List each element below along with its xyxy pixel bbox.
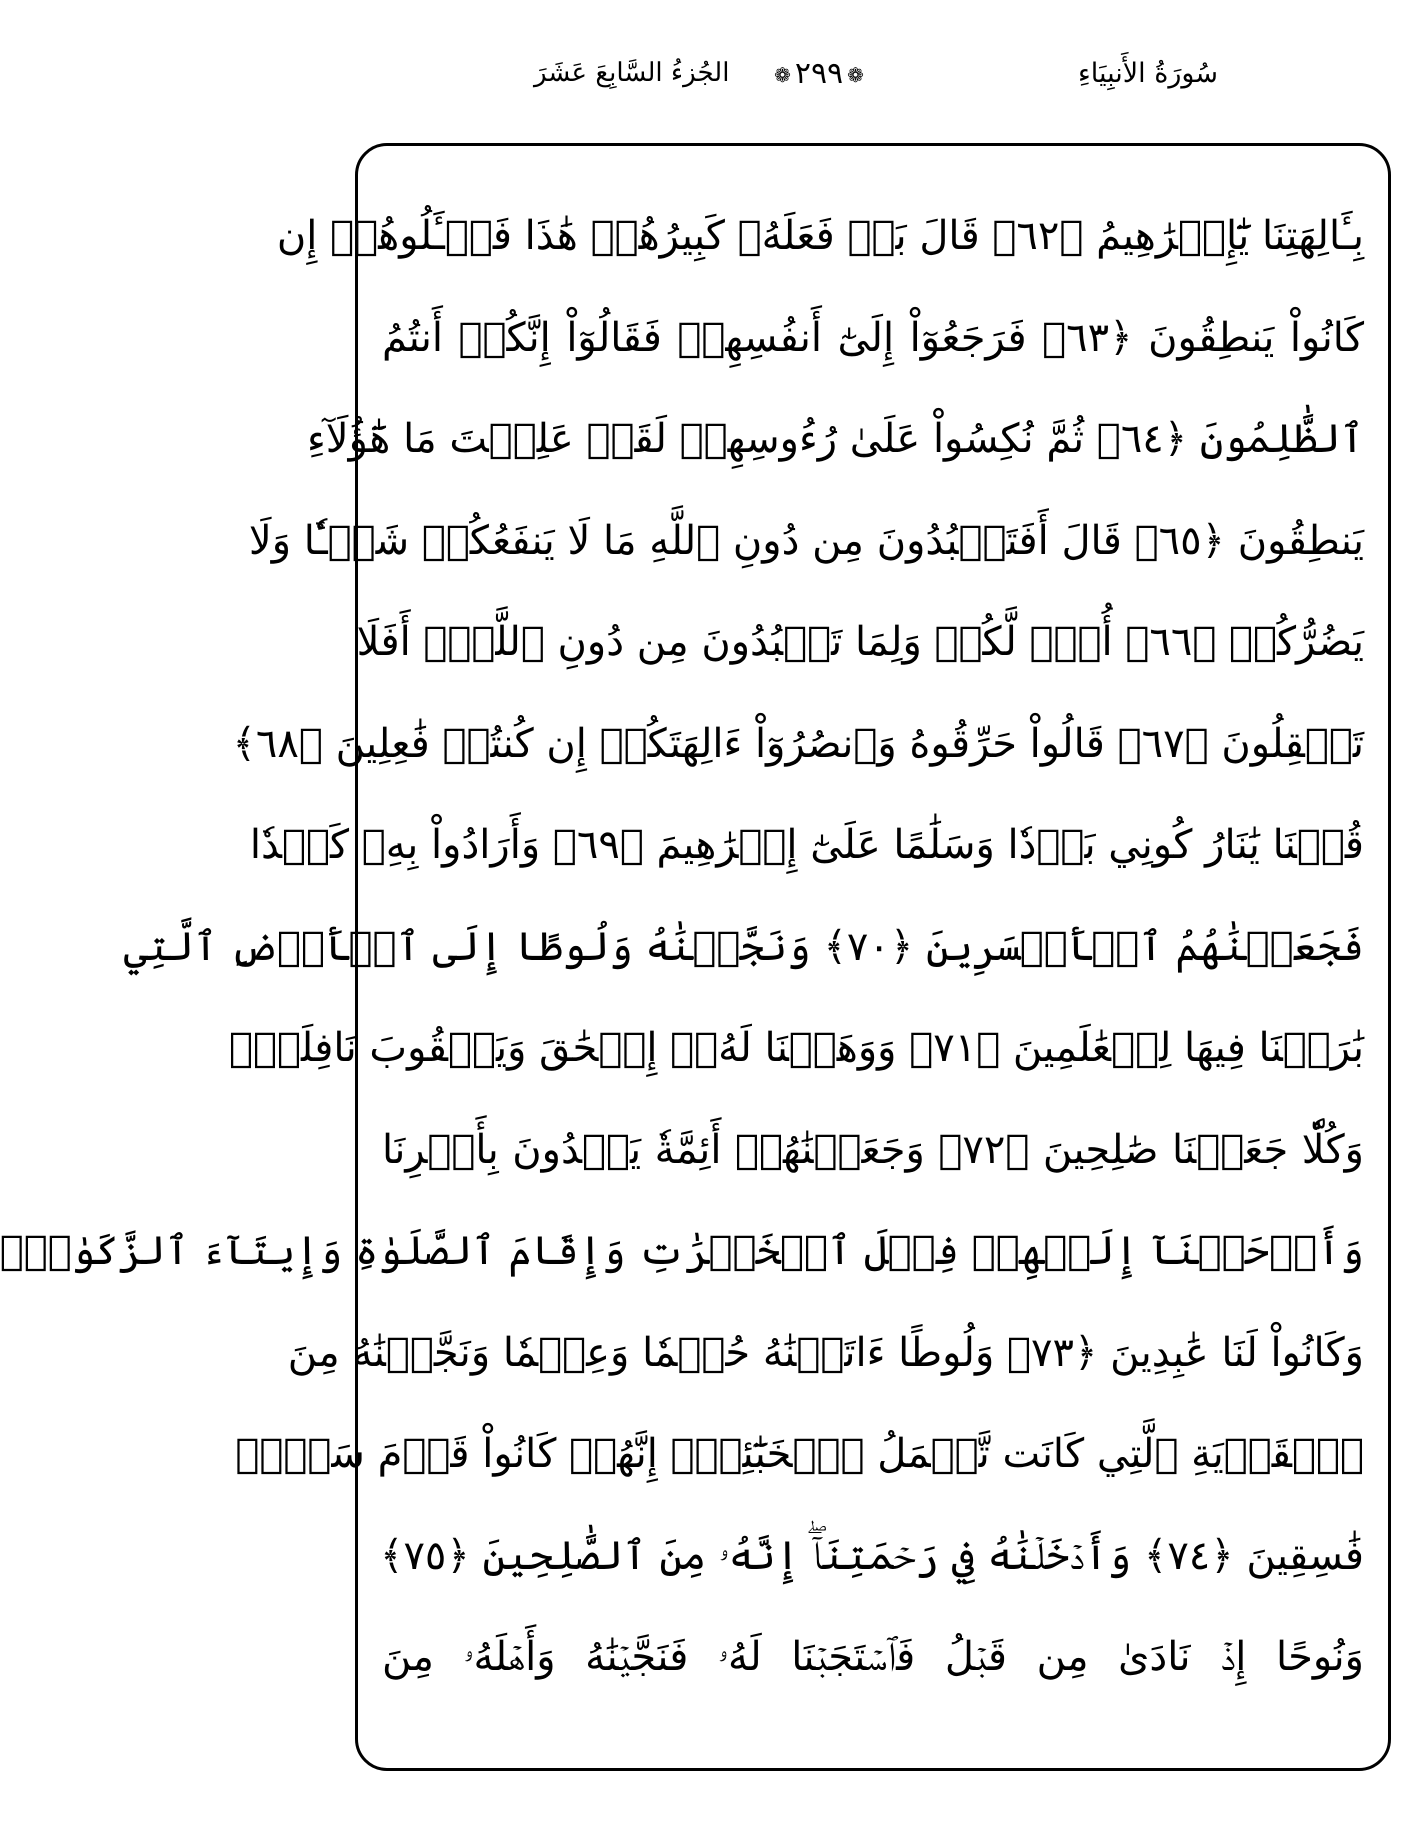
text-line-11: وَأَوۡحَيۡنَآ إِلَيۡهِمۡ فِعۡلَ ٱلۡخَيۡرَٰتِ وَإِقَامَ ٱلصَّلَوٰةِ وَإِيتَآءَ ٱلزَّكَوٰةِۖ xyxy=(0,1228,1364,1274)
text-line-6: تَعۡقِلُونَ ﴿٦٧﴾ قَالُواْ حَرِّقُوهُ وَٱنصُرُوٓاْ ءَالِهَتَكُمۡ إِن كُنتُمۡ فَٰعِلِينَ ﴿٦٨﴾ xyxy=(232,720,1364,767)
text-line-15: وَنُوحًا إِذۡ نَادَىٰ مِن قَبۡلُ فَٱسۡتَجَبۡنَا لَهُۥ فَنَجَّيۡنَٰهُ وَأَهۡلَهُۥ مِنَ xyxy=(382,1634,1364,1680)
text-line-4: يَنطِقُونَ ﴿٦٥﴾ قَالَ أَفَتَعۡبُدُونَ مِن دُونِ ٱللَّهِ مَا لَا يَنفَعُكُمۡ شَيۡـٔٗا وَلَا xyxy=(248,517,1364,564)
page-number-cartouche xyxy=(770,56,868,91)
text-line-9: بَٰرَكۡنَا فِيهَا لِلۡعَٰلَمِينَ ﴿٧١﴾ وَوَهَبۡنَا لَهُۥٓ إِسۡحَٰقَ وَيَعۡقُوبَ نَافِلَةٗۖ xyxy=(229,1025,1364,1071)
text-line-3: ٱلظَّٰلِمُونَ ﴿٦٤﴾ ثُمَّ نُكِسُواْ عَلَىٰ رُءُوسِهِمۡ لَقَدۡ عَلِمۡتَ مَا هَٰٓؤُلَآءِ xyxy=(306,416,1364,462)
ornament-icon: ❁ xyxy=(847,63,864,87)
text-line-1: بِـَٔالِهَتِنَا يَٰٓإِبۡرَٰهِيمُ ﴿٦٢﴾ قَالَ بَلۡ فَعَلَهُۥ كَبِيرُهُمۡ هَٰذَا فَسۡـَٔلُوهُمۡ إِن xyxy=(276,213,1364,259)
text-line-7: قُلۡنَا يَٰنَارُ كُونِي بَرۡدٗا وَسَلَٰمًا عَلَىٰٓ إِبۡرَٰهِيمَ ﴿٦٩﴾ وَأَرَادُواْ بِهِۦ كَيۡدٗا xyxy=(249,822,1364,868)
text-line-2: كَانُواْ يَنطِقُونَ ﴿٦٣﴾ فَرَجَعُوٓاْ إِلَىٰٓ أَنفُسِهِمۡ فَقَالُوٓاْ إِنَّكُمۡ أَنتُمُ xyxy=(382,314,1365,361)
text-line-12: وَكَانُواْ لَنَا عَٰبِدِينَ ﴿٧٣﴾ وَلُوطًا ءَاتَيۡنَٰهُ حُكۡمٗا وَعِلۡمٗا وَنَجَّيۡنَٰهُ مِنَ xyxy=(287,1329,1364,1376)
page-header xyxy=(214,40,1428,120)
text-line-13: ٱلۡقَرۡيَةِ ٱلَّتِي كَانَت تَّعۡمَلُ ٱلۡخَبَٰٓئِثَۚ إِنَّهُمۡ كَانُواْ قَوۡمَ سَوۡءٖ xyxy=(235,1431,1364,1477)
ornament-icon: ❁ xyxy=(774,63,791,87)
page-number: ٢٩٩ xyxy=(794,56,844,91)
text-line-5: يَضُرُّكُمۡ ﴿٦٦﴾ أُفّٖ لَّكُمۡ وَلِمَا تَعۡبُدُونَ مِن دُونِ ٱللَّهِۖ أَفَلَا xyxy=(356,619,1364,665)
text-line-8: فَجَعَلۡنَٰهُمُ ٱلۡأَخۡسَرِينَ ﴿٧٠﴾ وَنَجَّيۡنَٰهُ وَلُوطًا إِلَى ٱلۡأَرۡضِ ٱلَّتِي xyxy=(123,923,1364,970)
text-line-14: فَٰسِقِينَ ﴿٧٤﴾ وَأَدۡخَلۡنَٰهُ فِي رَحۡمَتِنَآۖ إِنَّهُۥ مِنَ ٱلصَّٰلِحِينَ ﴿٧٥﴾ xyxy=(380,1532,1364,1579)
surah-name: سُورَةُ الأَنبِيَاءِ xyxy=(1078,58,1218,89)
mushaf-text xyxy=(0,186,1365,1709)
text-line-10: وَكُلّٗا جَعَلۡنَا صَٰلِحِينَ ﴿٧٢﴾ وَجَعَلۡنَٰهُمۡ أَئِمَّةٗ يَهۡدُونَ بِأَمۡرِنَا xyxy=(382,1126,1364,1173)
juz-name: الجُزءُ السَّابِعَ عَشَرَ xyxy=(534,58,730,88)
